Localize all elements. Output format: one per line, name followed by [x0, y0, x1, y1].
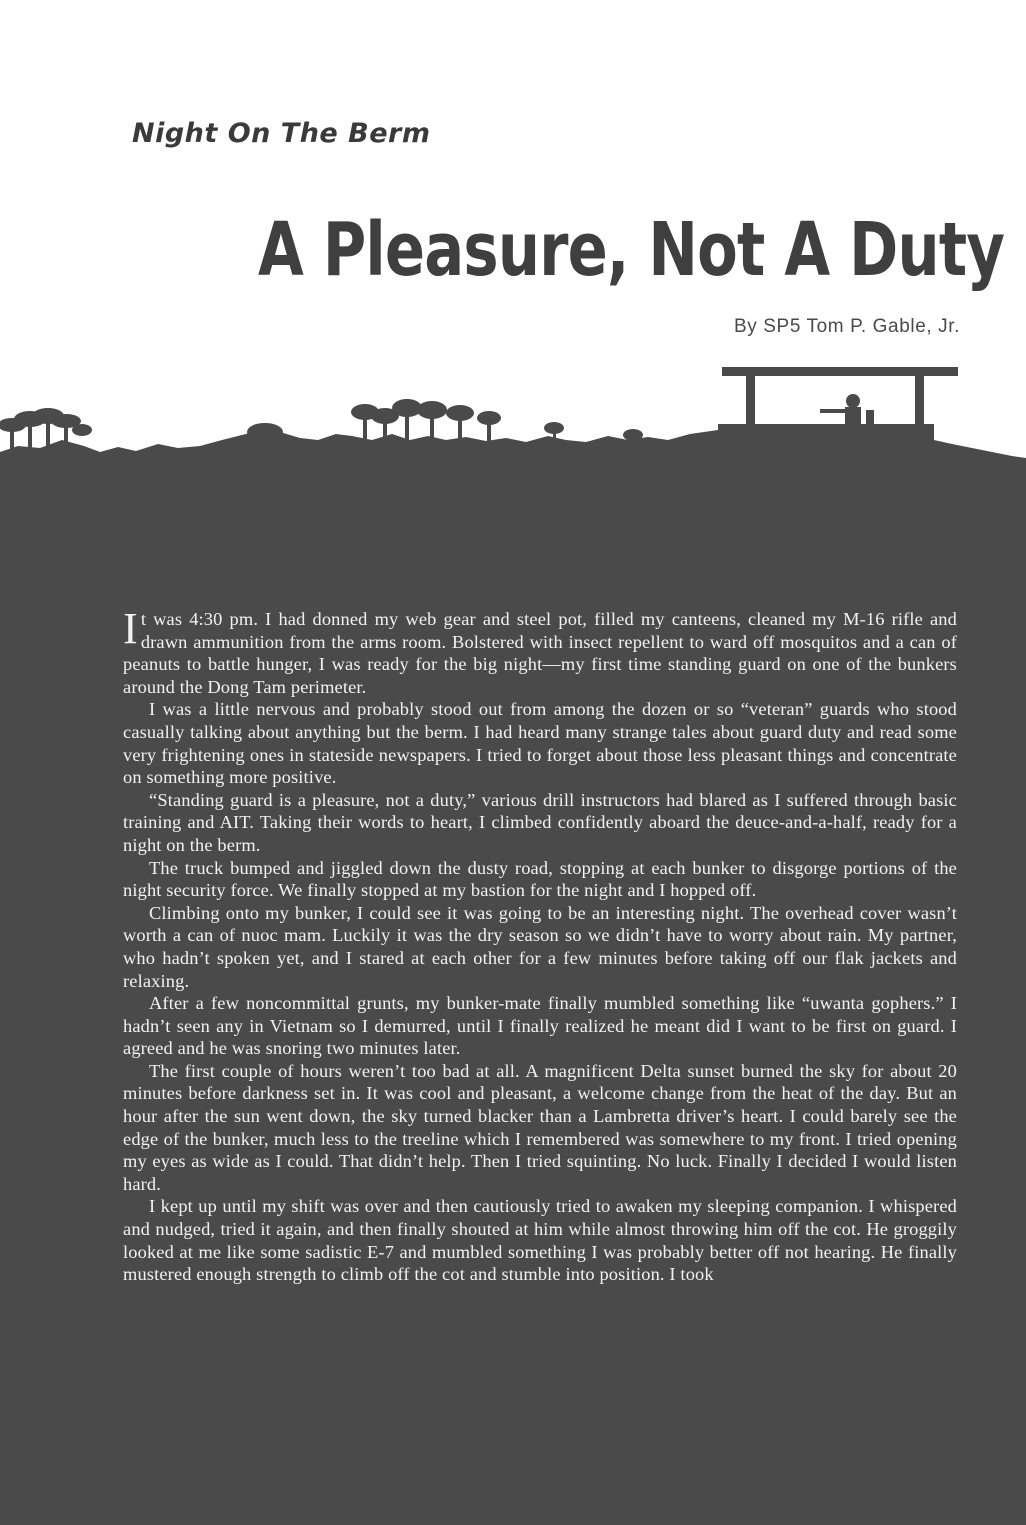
article-byline: By SP5 Tom P. Gable, Jr. [734, 316, 960, 337]
article-paragraph: The truck bumped and jiggled down the dusty road, stopping at each bunker to disgorge portions of the night security force. We finally stopped at my bastion for the night and I hopped off. [123, 857, 957, 901]
article-body [123, 604, 957, 1286]
drop-cap: I [123, 604, 138, 653]
article-paragraph: The first couple of hours weren’t too bad at all. A magnificent Delta sunset burned the sky for about 20 minutes before darkness set in. It was cool and pleasant, a welcome change from the heat of the day. But an hour after the sun went down, the sky turned blacker than a Lambretta driver’s heart. I could barely see the edge of the bunker, much less to the treeline which I remembered was somewhere to my front. I tried opening my eyes as wide as I could. That didn’t help. Then I tried squinting. No luck. Finally I decided I would listen hard. [123, 1060, 957, 1194]
article-headline: A Pleasure, Not A Duty [258, 207, 1005, 293]
article-paragraph: I was a little nervous and probably stood out from among the dozen or so “veteran” guards who stood casually talking about anything but the berm. I had heard many strange tales about guard duty and read some very frightening ones in stateside newspapers. I tried to forget about those less pleasant things and concentrate on something more positive. [123, 699, 957, 788]
article-paragraph: I kept up until my shift was over and then cautiously tried to awaken my sleeping companion. I whispered and nudged, tried it again, and then finally shouted at him while almost throwing him off the cot. He groggily looked at me like some sadistic E-7 and mumbled something I was probably better off not hearing. He finally mustered enough strength to climb off the cot and stumble into position. I took [123, 1196, 957, 1285]
article-paragraph: “Standing guard is a pleasure, not a duty,” various drill instructors had blared as I suffered through basic training and AIT. Taking their words to heart, I climbed confidently aboard the deuce-and-a-half, ready for a night on the berm. [123, 789, 957, 855]
section-kicker: Night On The Berm [132, 118, 431, 149]
article-paragraph: Climbing onto my bunker, I could see it was going to be an interesting night. The overhead cover wasn’t worth a can of nuoc mam. Luckily it was the dry season so we didn’t have to worry about rain. My partner, who hadn’t spoken yet, and I stared at each other for a few minutes before taking off our flak jackets and relaxing. [123, 902, 957, 991]
article-paragraph: It was 4:30 pm. I had donned my web gear and steel pot, filled my canteens, cleaned my M-16 rifle and drawn ammunition from the arms room. Bolstered with insect repellent to ward off mosquitos and a can of peanuts to battle hunger, I was ready for the big night—my first time standing guard on one of the bunkers around the Dong Tam perimeter. [123, 604, 957, 697]
article-paragraph: After a few noncommittal grunts, my bunker-mate finally mumbled something like “uwanta gophers.” I hadn’t seen any in Vietnam so I demurred, until I finally realized he meant did I want to be first on guard. I agreed and he was snoring two minutes later. [123, 993, 957, 1059]
guard-tower [722, 367, 958, 428]
